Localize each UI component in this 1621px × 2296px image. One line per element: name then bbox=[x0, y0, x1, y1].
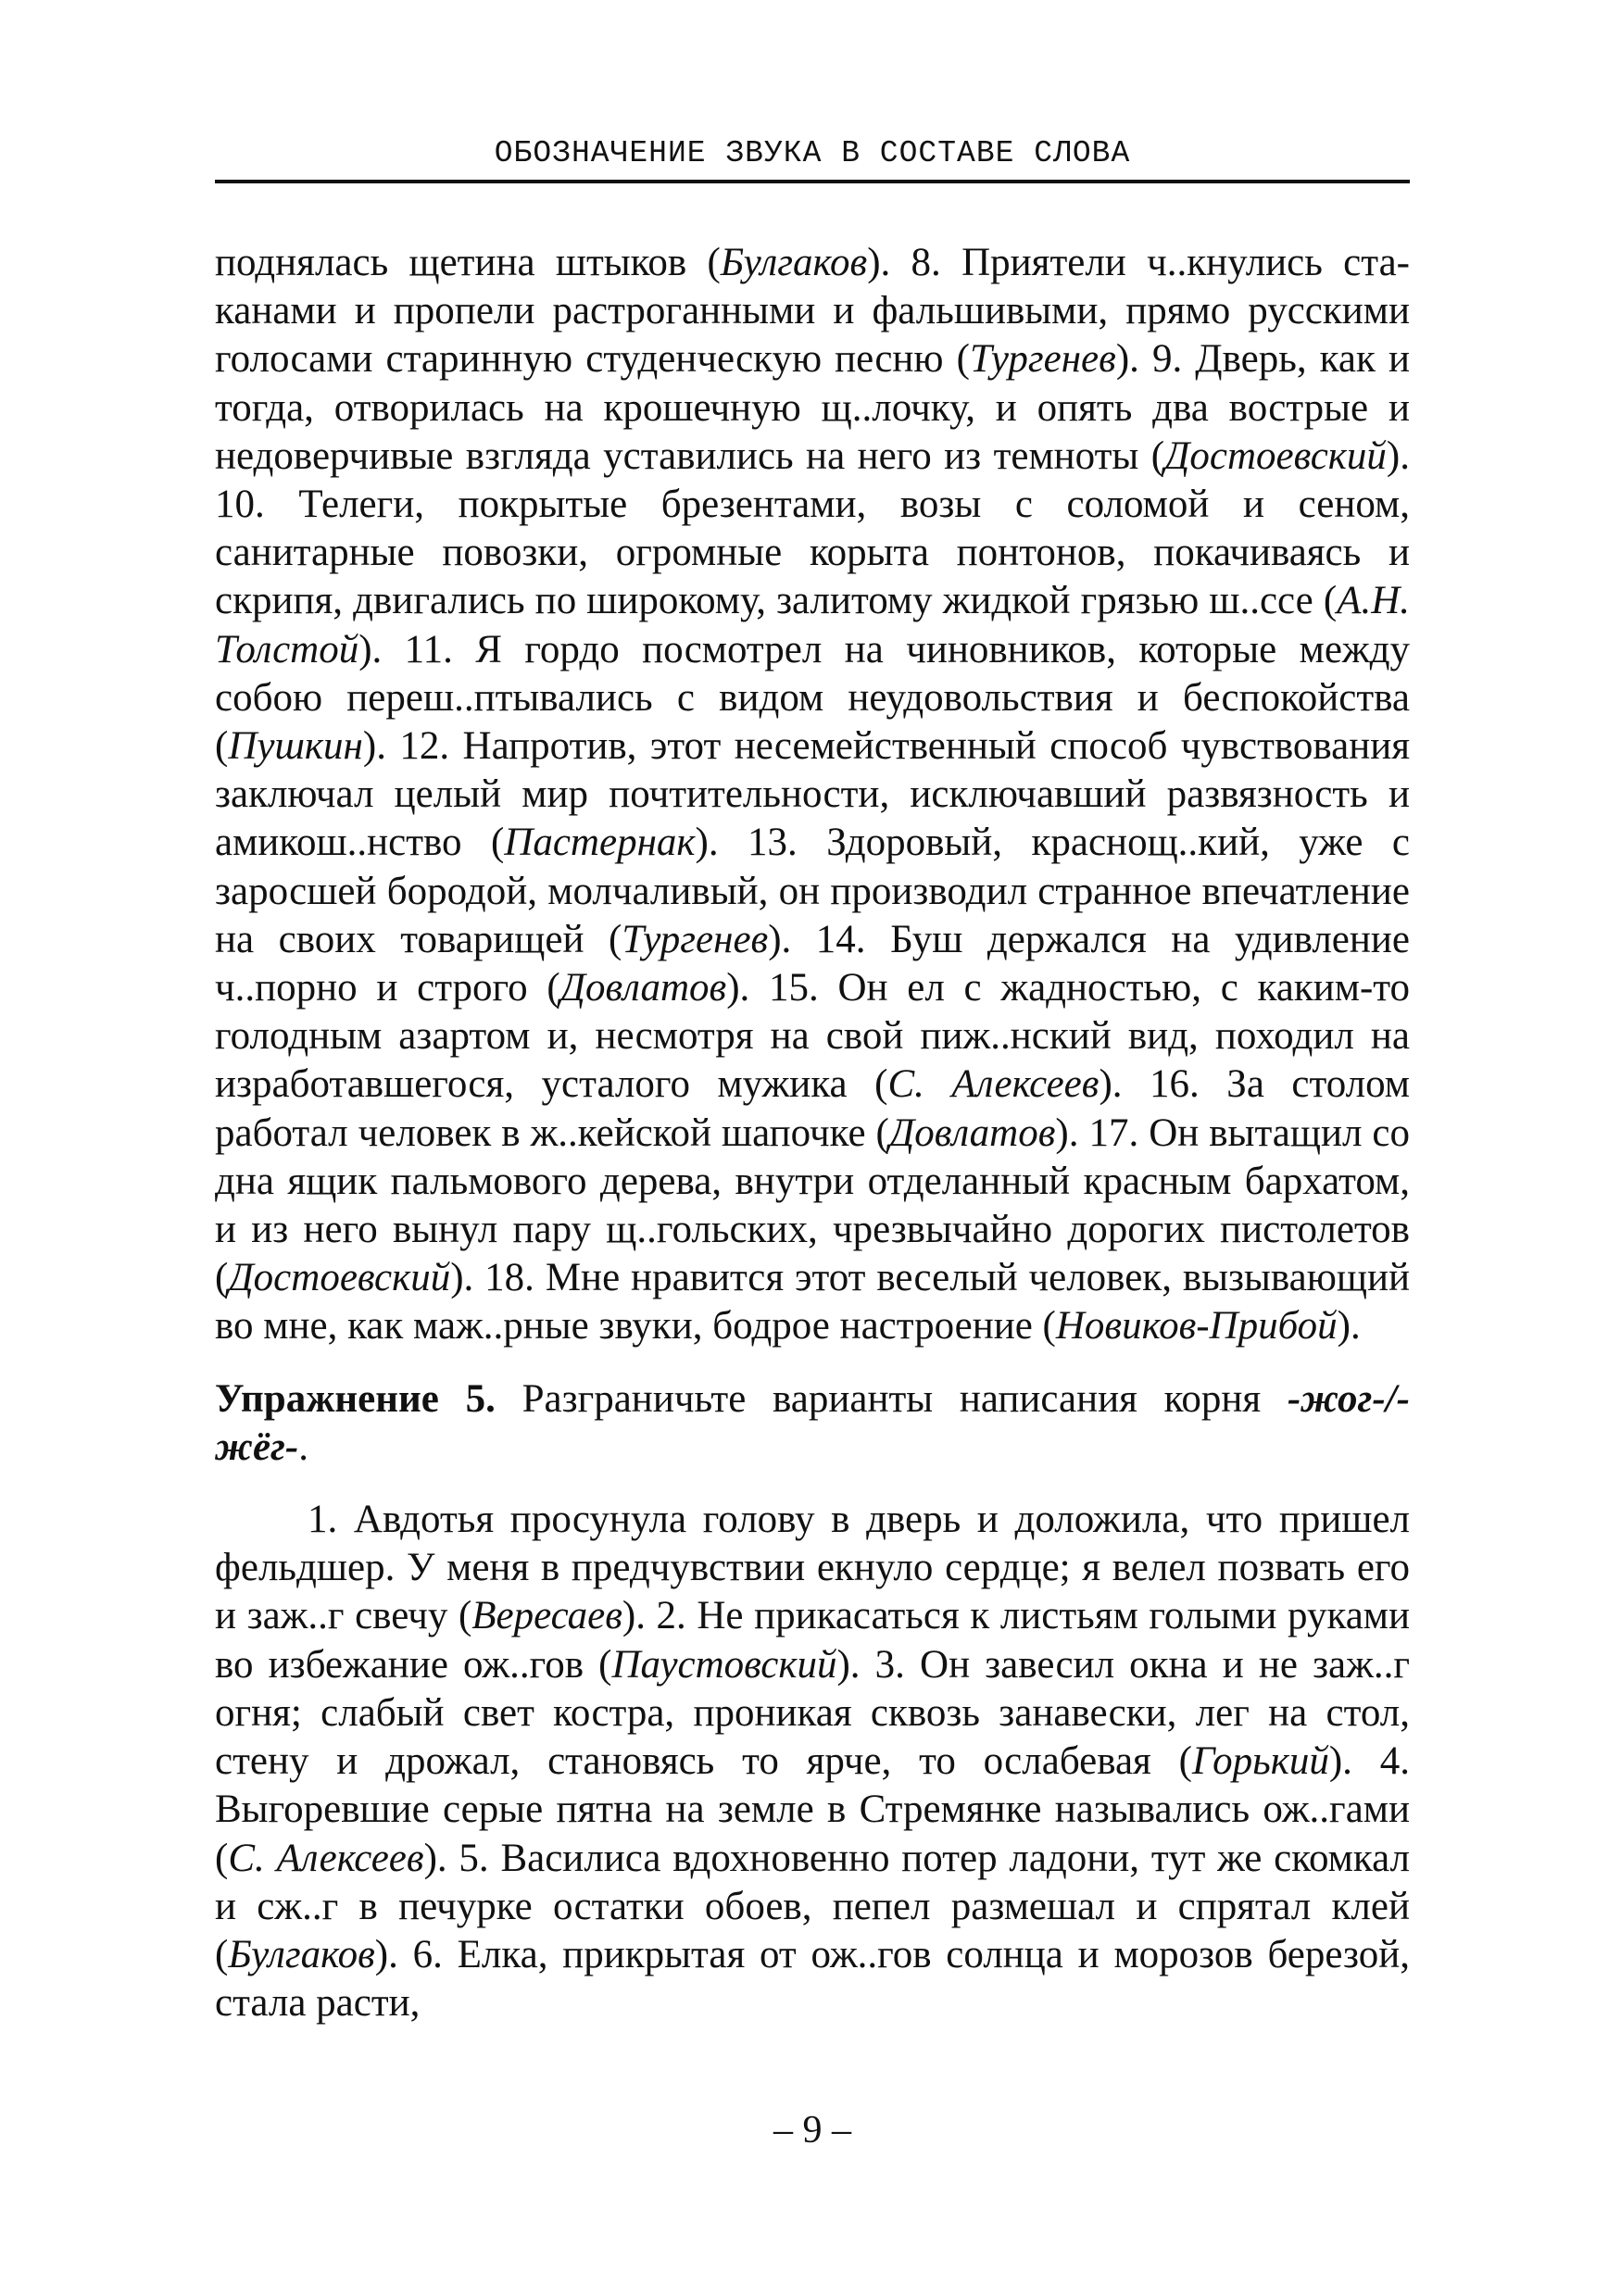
page-number: – 9 – bbox=[773, 2109, 851, 2152]
author-citation: Булгаков bbox=[720, 241, 868, 284]
page-body bbox=[215, 239, 1410, 2027]
author-citation: Горький bbox=[1191, 1739, 1329, 1784]
sentence-text: ). 14. Буш держался на удивление ч..порно и строго ( bbox=[215, 917, 1410, 1010]
continuation-paragraph bbox=[215, 239, 1410, 1351]
sentence-text: ). 15. Он ел с жадностью, с каким-то голодным азартом и, несмотря на свой пиж..нский вид, походил на изработавшегося, усталого мужика ( bbox=[215, 966, 1411, 1107]
sentence-text: ). 18. Мне нравится этот веселый человек, вызывающий во мне, как маж..рные звуки, бодрое настроение ( bbox=[215, 1256, 1410, 1349]
author-citation: Пушкин bbox=[228, 724, 363, 769]
header-rule bbox=[215, 180, 1410, 183]
author-citation: Довлатов bbox=[888, 1110, 1056, 1155]
sentence-text: ). 11. Я гордо посмотрел на чиновников, которые между собою переш..птывались с видом неудовольствия и беспокойства ( bbox=[215, 627, 1410, 769]
author-citation: С. Алексеев bbox=[228, 1836, 424, 1880]
author-citation: Тургенев bbox=[969, 337, 1116, 382]
author-citation: Довлатов bbox=[559, 966, 727, 1010]
sentence-text: ). 9. Дверь, как и тогда, отворилась на крошечную щ..лочку, и опять два вострые и недоверчивые взгляда уставились на него из темноты ( bbox=[215, 337, 1410, 478]
sentence-text: ). bbox=[1337, 1304, 1361, 1349]
sentence-text: ). 8. Приятели ч..кнулись стаканами и пропели растроганными и фальшивыми, прямо русскими голосами старинную студенческую песню ( bbox=[215, 241, 1410, 382]
exercise-end: . bbox=[298, 1424, 308, 1469]
author-citation: Достоевский bbox=[228, 1256, 451, 1300]
author-citation: Вересаев bbox=[471, 1594, 622, 1638]
author-citation: Достоевский bbox=[1164, 433, 1387, 478]
author-citation: Паустовский bbox=[611, 1642, 837, 1687]
exercise-root: -жог-/-жёг- bbox=[215, 1376, 1410, 1469]
exercise-heading bbox=[215, 1375, 1410, 1472]
sentence-text: ). 6. Елка, прикрытая от ож..гов солнца и морозов березой, стала расти, bbox=[215, 1932, 1410, 2026]
author-citation: Булгаков bbox=[228, 1932, 375, 1976]
author-citation: С. Алексеев bbox=[887, 1062, 1100, 1107]
exercise-label: Упражнение 5. bbox=[215, 1376, 496, 1421]
sentence-text: 1. Авдотья просунула голову в дверь и доложила, что пришел фельдшер. У меня в предчувствии екнуло сердце; я велел позвать его и заж..г свечу ( bbox=[215, 1498, 1410, 1638]
author-citation: Тургенев bbox=[622, 917, 769, 961]
sentence-text: ). 4. Выгоревшие серые пятна на земле в Стремянке назывались ож..гами ( bbox=[215, 1739, 1410, 1880]
sentence-text: ). 17. Он вытащил со дна ящик пальмового дерева, внутри отделанный красным бархатом, и из него вынул пару щ..гольских, чрезвычайно дорогих пистолетов ( bbox=[215, 1110, 1410, 1300]
author-citation: Пастернак bbox=[504, 821, 696, 865]
sentence-text: ). 16. За столом работал человек в ж..кейской шапочке ( bbox=[215, 1062, 1411, 1155]
sentence-text: поднялась щетина штыков ( bbox=[215, 241, 721, 284]
exercise-paragraph bbox=[215, 1496, 1410, 2027]
author-citation: А.Н. Толстой bbox=[215, 579, 1410, 671]
sentence-text: ). 5. Василиса вдохновенно потер ладони, тут же скомкал и сж..г в печурке остатки обоев, пепел размешал и спрятал клей ( bbox=[215, 1836, 1411, 1976]
sentence-text: ). 2. Не прикасаться к листьям голыми руками во избежание ож..гов ( bbox=[215, 1594, 1410, 1687]
running-head: ОБОЗНАЧЕНИЕ ЗВУКА В СОСТАВЕ СЛОВА bbox=[494, 136, 1131, 170]
sentence-text: ). 12. Напротив, этот несемейственный способ чувствования заключал целый мир почтительности, исключавший развязность и амикош..нство ( bbox=[215, 724, 1410, 865]
exercise-instruction: Разграничьте варианты написания корня bbox=[495, 1376, 1288, 1421]
sentence-text: ). 10. Телеги, покрытые брезентами, возы с соломой и сеном, санитарные повозки, огромные корыта понтонов, покачиваясь и скрипя, двигались по широкому, залитому жидкой грязью ш..ссе ( bbox=[215, 433, 1410, 623]
sentence-text: ). 13. Здоровый, краснощ..кий, уже с заросшей бородой, молчаливый, он производил странное впечатление на своих товарищей ( bbox=[215, 821, 1410, 961]
sentence-text: ). 3. Он завесил окна и не заж..г огня; слабый свет костра, проникая сквозь занавески, лег на стол, стену и дрожал, становясь то ярче, то ослабевая ( bbox=[215, 1642, 1410, 1784]
author-citation: Новиков-Прибой bbox=[1055, 1304, 1338, 1349]
